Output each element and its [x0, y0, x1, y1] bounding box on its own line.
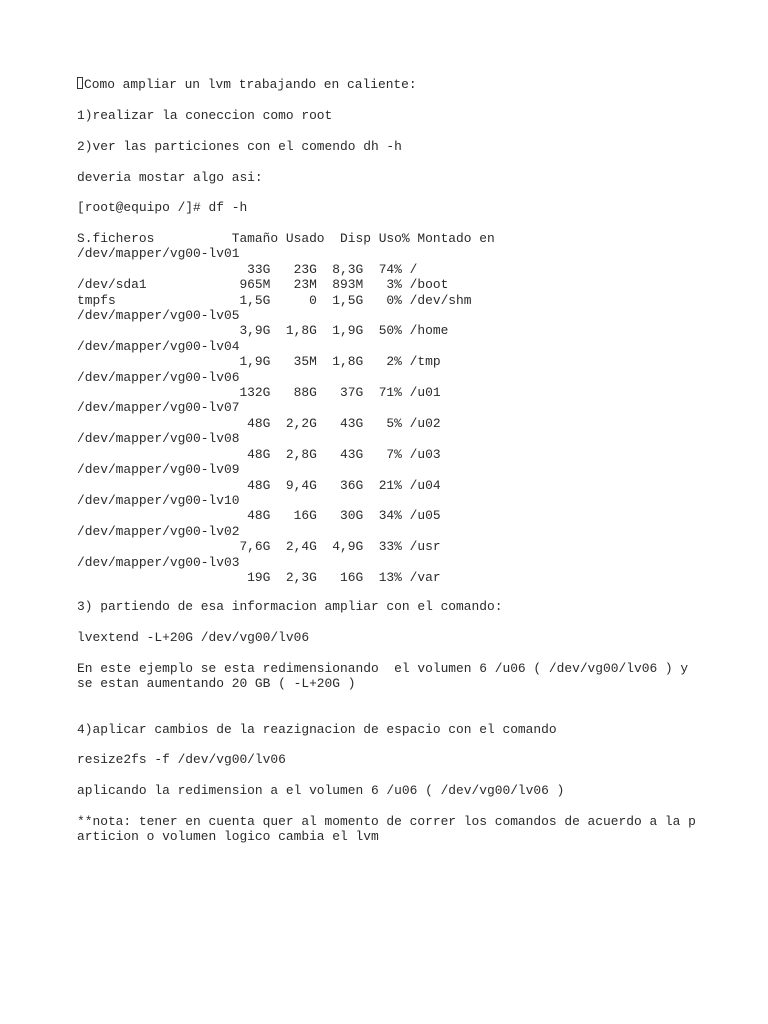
document-title-line [77, 77, 417, 92]
step-4-text: 4)aplicar cambios de la reazignacion de espacio con el comando [77, 722, 557, 737]
missing-glyph-icon [77, 77, 83, 89]
output-note-text: deveria mostar algo asi: [77, 170, 263, 185]
explanation-text: En este ejemplo se esta redimensionando el volumen 6 /u06 ( /dev/vg00/lv06 ) y se estan aumentando 20 GB ( -L+20G ) [77, 661, 689, 692]
applying-text: aplicando la redimension a el volumen 6 /u06 ( /dev/vg00/lv06 ) [77, 783, 565, 798]
nota-text: **nota: tener en cuenta quer al momento de correr los comandos de acuerdo a la p articion o volumen logico cambia el lvm [77, 814, 696, 845]
document-title: Como ampliar un lvm trabajando en caliente: [84, 77, 417, 92]
step-2-text: 2)ver las particiones con el comendo dh -h [77, 139, 402, 154]
df-command-text: [root@equipo /]# df -h [77, 200, 248, 215]
df-output-block: S.ficheros Tamaño Usado Disp Uso% Montado en /dev/mapper/vg00-lv01 33G 23G 8,3G 74% / /dev/sda1 965M 23M 893M 3% /boot tmpfs 1,5G 0 1,5G 0% /dev/shm /dev/mapper/vg00-lv05 3,9G 1,8G 1,9G 50% /home /dev/mapper/vg00-lv04 1,9G 35M 1,8G 2% /tmp /dev/mapper/vg00-lv06 132G 88G 37G 71% /u01 /dev/mapper/vg00-lv07 48G 2,2G 43G 5% /u02 /dev/mapper/vg00-lv08 48G 2,8G 43G 7% /u03 /dev/mapper/vg00-lv09 48G 9,4G 36G 21% /u04 /dev/mapper/vg00-lv10 48G 16G 30G 34% /u05 /dev/mapper/vg00-lv02 7,6G 2,4G 4,9G 33% /usr /dev/mapper/vg00-lv03 19G 2,3G 16G 13% /var [77, 231, 495, 585]
lvextend-command-text: lvextend -L+20G /dev/vg00/lv06 [77, 630, 310, 645]
step-3-text: 3) partiendo de esa informacion ampliar con el comando: [77, 599, 503, 614]
step-1-text: 1)realizar la coneccion como root [77, 108, 333, 123]
resize-command-text: resize2fs -f /dev/vg00/lv06 [77, 752, 286, 767]
